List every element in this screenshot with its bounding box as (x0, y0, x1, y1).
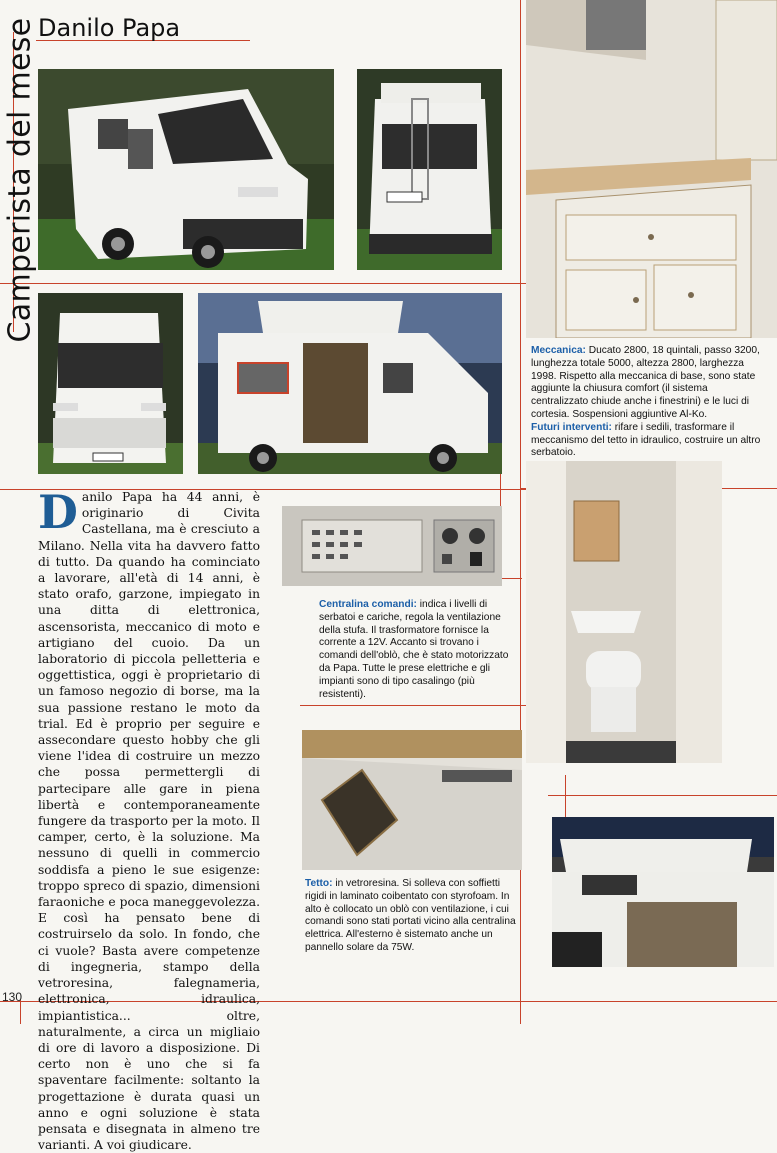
article-body (38, 485, 260, 1153)
caption-centralina-label: Centralina comandi: (319, 599, 417, 610)
photo-raised-roof-exterior (552, 817, 774, 967)
person-name: Danilo Papa (38, 14, 181, 42)
caption-futuri-label: Futuri interventi: (531, 421, 612, 433)
article-body-text: anilo Papa ha 44 anni, è originario di Civita Castellana, ma è cresciuto a Milano. Nella vita ha davvero fatto di tutto. Da quando ha cominciato a lavorare, all'età di 14 anni, è stato orafo, garzone, impiegato in una ditta di elettronica, ascensorista, meccanico di moto e artigiano del cuoio. Da un laboratorio di piccola pelletteria e oggettistica, oggi è proprietario di un famoso negozio di borse, ma la sua passione restano le moto da trial. Ed è proprio per seguire e assecondare questo hobby che gli viene l'idea di costruire un mezzo che possa permettergli di partecipare alle gare in piena libertà e contemporaneamente fungere da trasporto per la moto. Il camper, certo, è la soluzione. Ma nessuno di quelli in commercio soddisfa a pieno le sue esigenze: troppo spreco di spazio, dimensioni faraoniche e poca maneggevolezza. E così ha pensato bene di costruirselo da solo. In fondo, che ci vuole? Basta avere competenze di ingegneria, stampo della vetroresina, falegnameria, elettronica, idraulica, impiantistica... oltre, naturalmente, a circa un migliaio di ore di lavoro a disposizione. Di certo non è uno che si fa spaventare facilmente: soltanto la progettazione è durata quasi un anno e ogni soluzione è stata pensata e disegnata in almeno tre varianti. A voi giudicare. (38, 490, 260, 1153)
photo-camper-side-roof-raised (198, 293, 502, 474)
page-number: 130 (2, 990, 23, 1004)
guide-rule-h6 (548, 795, 777, 796)
photo-bathroom (526, 461, 722, 763)
photo-control-panel (282, 506, 502, 586)
caption-meccanica-label: Meccanica: (531, 345, 586, 356)
caption-tetto-text: in vetroresina. Si solleva con soffietti rigidi in laminato coibentato con styrofoam. In alto è collocato un oblò con ventilazione, i cui comandi sono stati portati vicino alla centralina elettrica. All'esterno è sistemato anche un pannello solare da 75W. (305, 878, 516, 953)
caption-tetto (305, 878, 520, 955)
guide-rule-h5 (300, 705, 528, 706)
photo-camper-rear (357, 69, 502, 270)
photo-interior-cabinets (526, 0, 777, 338)
caption-meccanica-text: Ducato 2800, 18 quintali, passo 3200, lunghezza totale 5000, altezza 2800, larghezza 1998. Rispetto alla meccanica di base, sono state aggiunte la chiusura comfort (il sistema centralizzato chiude anche i finestrini) e le luci di cortesia. Sospensioni aggiuntive Al-Ko. (531, 345, 760, 420)
guide-rule-v1 (520, 0, 521, 1024)
caption-centralina-text: indica i livelli di serbatoi e cariche, regola la ventilazione della stufa. Il trasformatore fornisce la corrente a 12V. Accanto si trovano i comandi dell'oblò, che è stato motorizzato da Papa. Tutte le prese elettriche e gli impianti sono di tipo casalingo (più resistenti). (319, 599, 509, 700)
caption-futuri-text: rifare i sedili, trasformare il meccanismo del tetto in idraulico, costruire un altro serbatoio. (531, 421, 761, 459)
caption-meccanica (531, 345, 767, 460)
drop-cap: D (38, 485, 78, 539)
caption-tetto-label: Tetto: (305, 878, 333, 889)
photo-roof-interior (302, 730, 522, 870)
photo-camper-front (38, 293, 183, 474)
section-title: Camperista del mese (2, 17, 38, 343)
caption-centralina (319, 599, 517, 701)
photo-camper-front-three-quarter (38, 69, 334, 270)
